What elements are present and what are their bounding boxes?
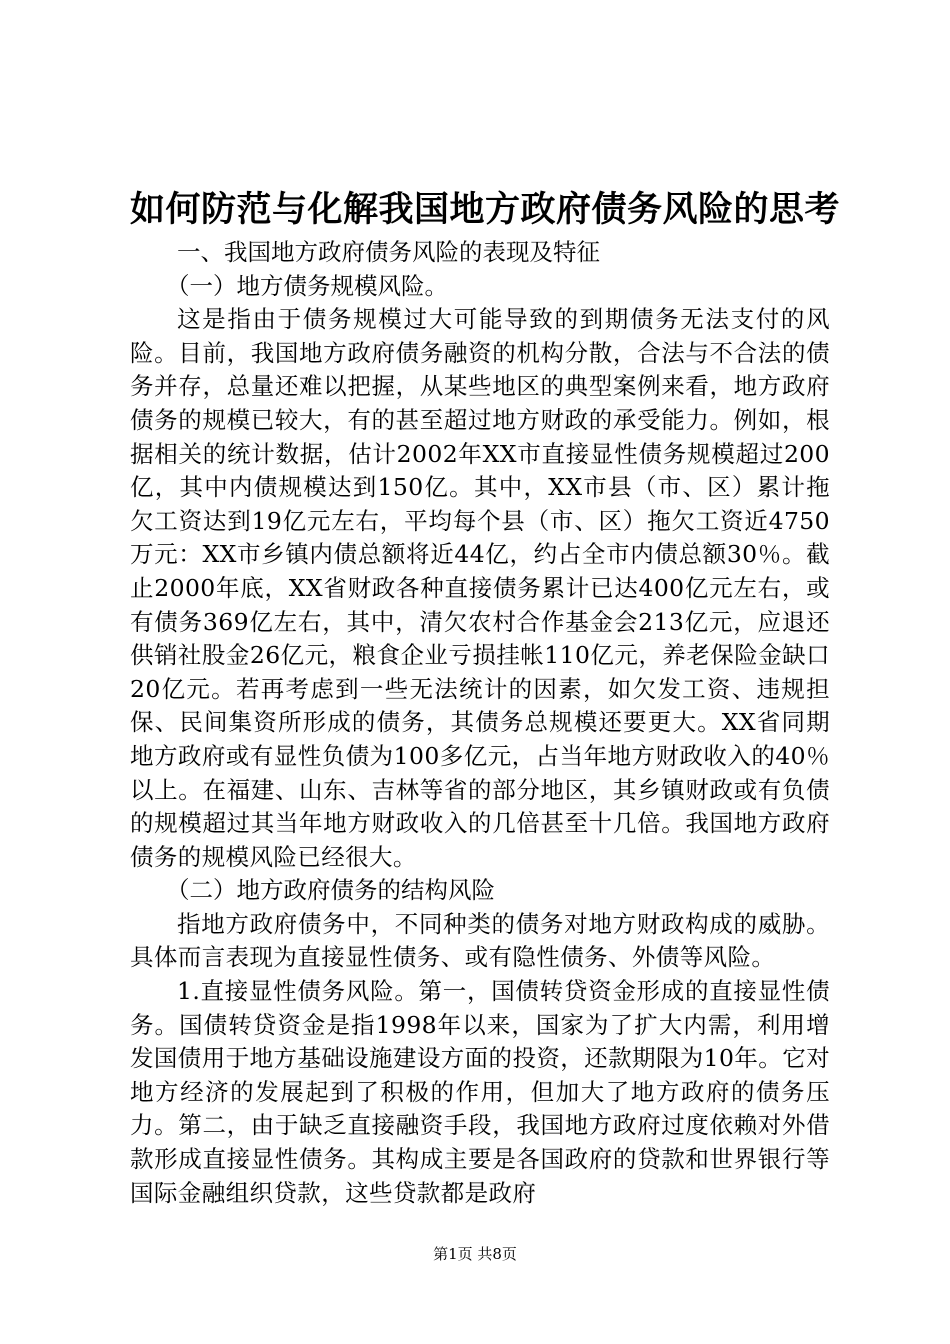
section-heading-1: 一、我国地方政府债务风险的表现及特征 bbox=[177, 238, 600, 266]
document-title: 如何防范与化解我国地方政府债务风险的思考 bbox=[130, 189, 841, 230]
paragraph-debt-structure: 指地方政府债务中，不同种类的债务对地方财政构成的威胁。具体而言表现为直接显性债务、或有隐性债务、外债等风险。 bbox=[130, 909, 830, 972]
subsection-heading-1: （一）地方债务规模风险。 bbox=[166, 271, 448, 300]
subsection-heading-2: （二）地方政府债务的结构风险 bbox=[166, 876, 495, 905]
paragraph-debt-scale: 这是指由于债务规模过大可能导致的到期债务无法支付的风险。目前，我国地方政府债务融资的机构分散，合法与不合法的债务并存，总量还难以把握，从某些地区的典型案例来看，地方政府债务的规模已较大，有的甚至超过地方财政的承受能力。例如，根据相关的统计数据，估计2002年XX市直接显性债务规模超过200亿，其中内债规模达到150亿。其中，XX市县（市、区）累计拖欠工资达到19亿元左右，平均每个县（市、区）拖欠工资近4750万元：XX市乡镇内债总额将近44亿，约占全市内债总额30％。截止2000年底，XX省财政各种直接债务累计已达400亿元左右，或有债务369亿左右，其中，清欠农村合作基金会213亿元，应退还供销社股金26亿元，粮食企业亏损挂帐110亿元，养老保险金缺口20亿元。若再考虑到一些无法统计的因素，如欠发工资、违规担保、民间集资所形成的债务，其债务总规模还要更大。XX省同期地方政府或有显性负债为100多亿元，占当年地方财政收入的40％以上。在福建、山东、吉林等省的部分地区，其乡镇财政或有负债的规模超过其当年地方财政收入的几倍甚至十几倍。我国地方政府债务的规模风险已经很大。 bbox=[130, 305, 830, 871]
document-body bbox=[130, 236, 830, 1210]
paragraph-direct-explicit-debt: 1.直接显性债务风险。第一，国债转贷资金形成的直接显性债务。国债转贷资金是指1998年以来，国家为了扩大内需，利用增发国债用于地方基础设施建设方面的投资，还款期限为10年。它对地方经济的发展起到了积极的作用，但加大了地方政府的债务压力。第二，由于缺乏直接融资手段，我国地方政府过度依赖对外借款形成直接显性债务。其构成主要是各国政府的贷款和世界银行等国际金融组织贷款，这些贷款都是政府 bbox=[130, 977, 830, 1207]
page-number-footer: 第1页 共8页 bbox=[433, 1245, 517, 1263]
